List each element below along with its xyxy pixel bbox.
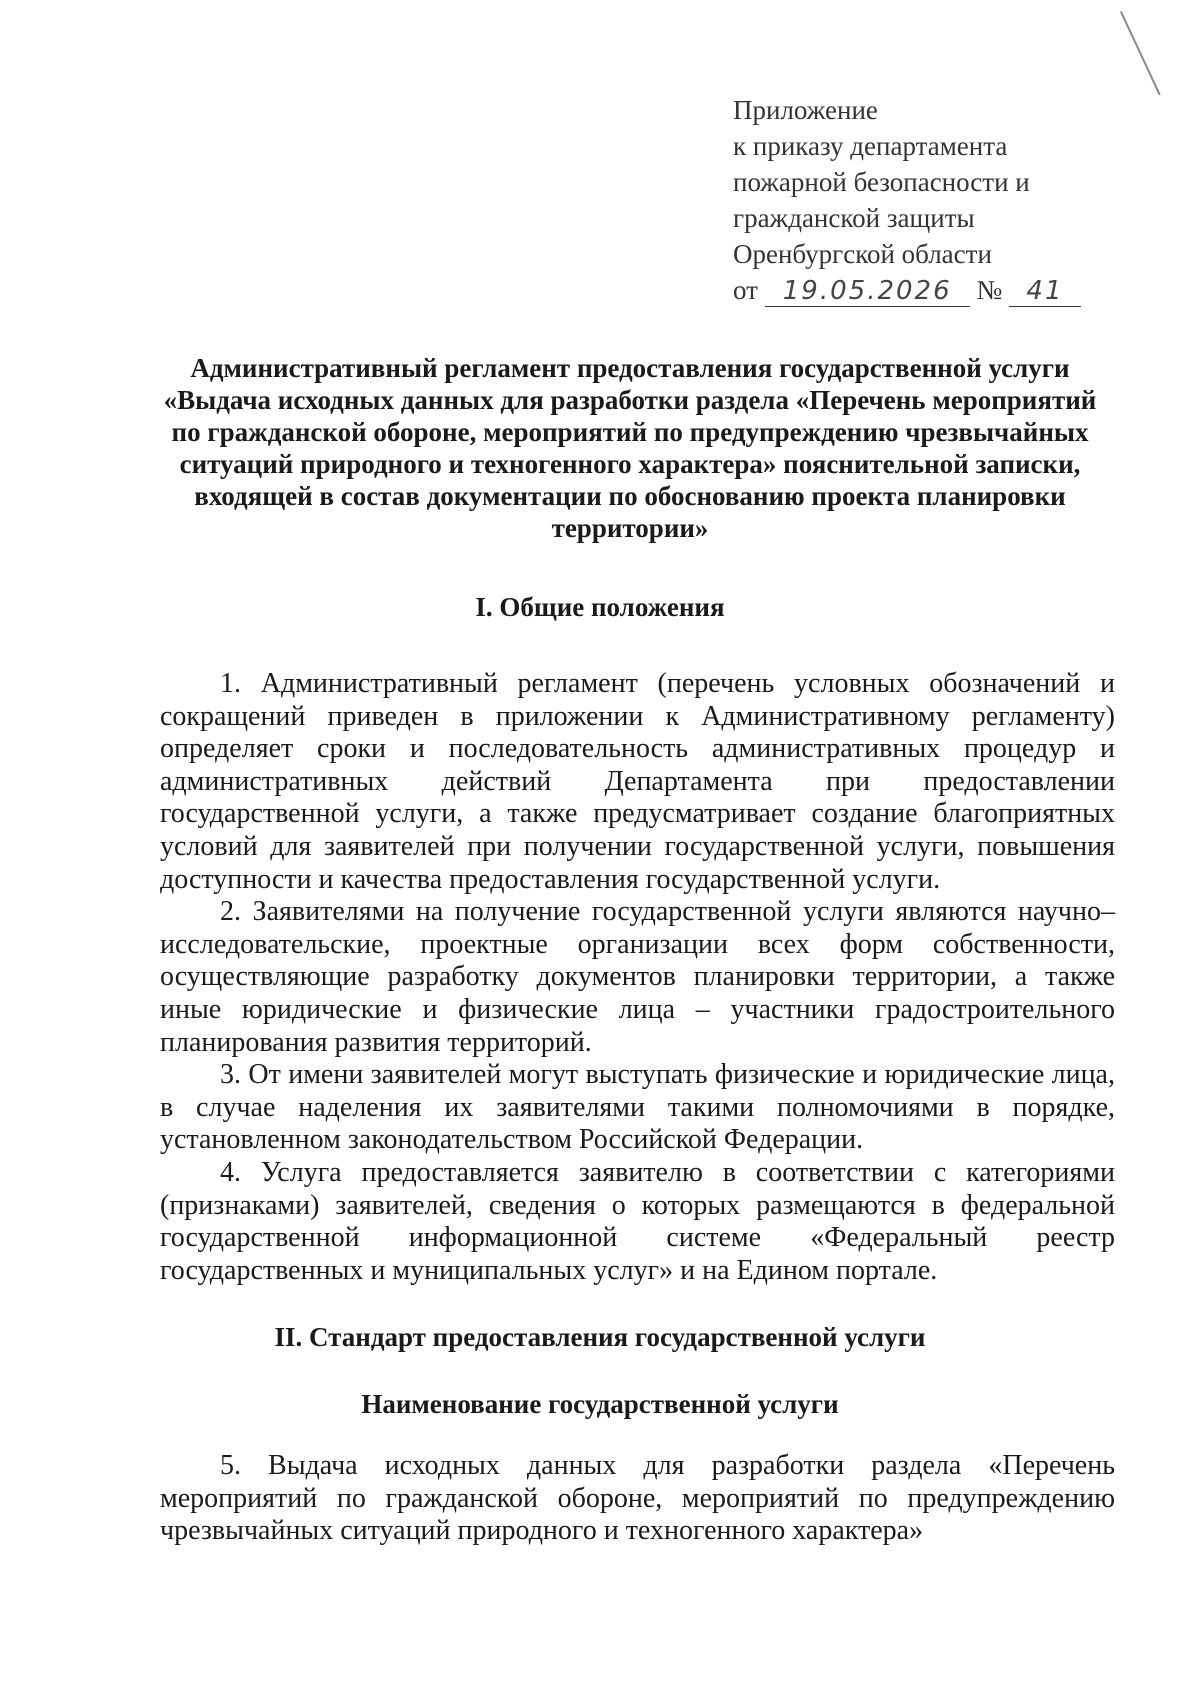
annex-line: пожарной безопасности и <box>733 167 1030 197</box>
number-value: 41 <box>1009 276 1081 307</box>
annex-block <box>733 92 1081 308</box>
annex-date-line <box>733 272 1081 308</box>
annex-line: Оренбургской области <box>733 239 992 269</box>
annex-line: Приложение <box>733 95 878 125</box>
paragraph: 4. Услуга предоставляется заявителю в соответствии с категориями (признаками) заявителей, сведения о которых размещаются в федеральной государственной информационной системе «Федеральный реестр государственных и муниципальных услуг» и на Едином портале. <box>160 1156 1115 1286</box>
subsection-heading: Наименование государственной услуги <box>361 1389 839 1419</box>
document-title: Административный регламент предоставления государственной услуги «Выдача исходных данных для разработки раздела «Перечень мероприятий по гражданской обороне, мероприятий по предупреждению чрезвычайных ситуаций природного и техногенного характера» пояснительной записки, входящей в состав документации по обоснованию проекта планировки территории» <box>163 353 1097 543</box>
date-prefix: от <box>733 275 758 305</box>
paragraph: 3. От имени заявителей могут выступать физические и юридические лица, в случае наделения их заявителями такими полномочиями в порядке, установленном законодательством Российской Федерации. <box>160 1059 1115 1156</box>
section-heading: II. Стандарт предоставления государственной услуги <box>274 1322 926 1352</box>
paragraph: 2. Заявителями на получение государственной услуги являются научно–исследовательские, проектные организации всех форм собственности, осуществляющие разработку документов планировки территории, а также иные юридические и физические лица – участники градостроительного планирования развития территорий. <box>160 896 1115 1058</box>
scan-pen-mark <box>1120 11 1161 95</box>
section-heading: I. Общие положения <box>475 592 725 622</box>
date-value: 19.05.2026 <box>765 276 970 307</box>
number-prefix: № <box>976 275 1003 305</box>
annex-line: гражданской защиты <box>733 203 975 233</box>
paragraph: 5. Выдача исходных данных для разработки раздела «Перечень мероприятий по гражданской обороне, мероприятий по предупреждению чрезвычайных ситуаций природного и техногенного характера» <box>160 1450 1115 1547</box>
service-name-text <box>160 1450 1115 1548</box>
annex-line: к приказу департамента <box>733 131 1008 161</box>
general-provisions-text <box>160 668 1115 1287</box>
paragraph: 1. Административный регламент (перечень условных обозначений и сокращений приведен в приложении к Административному регламенту) определяет сроки и последовательность административных процедур и административных действий Департамента при предоставлении государственной услуги, а также предусматривает создание благоприятных условий для заявителей при получении государственной услуги, повышения доступности и качества предоставления государственной услуги. <box>160 668 1115 895</box>
